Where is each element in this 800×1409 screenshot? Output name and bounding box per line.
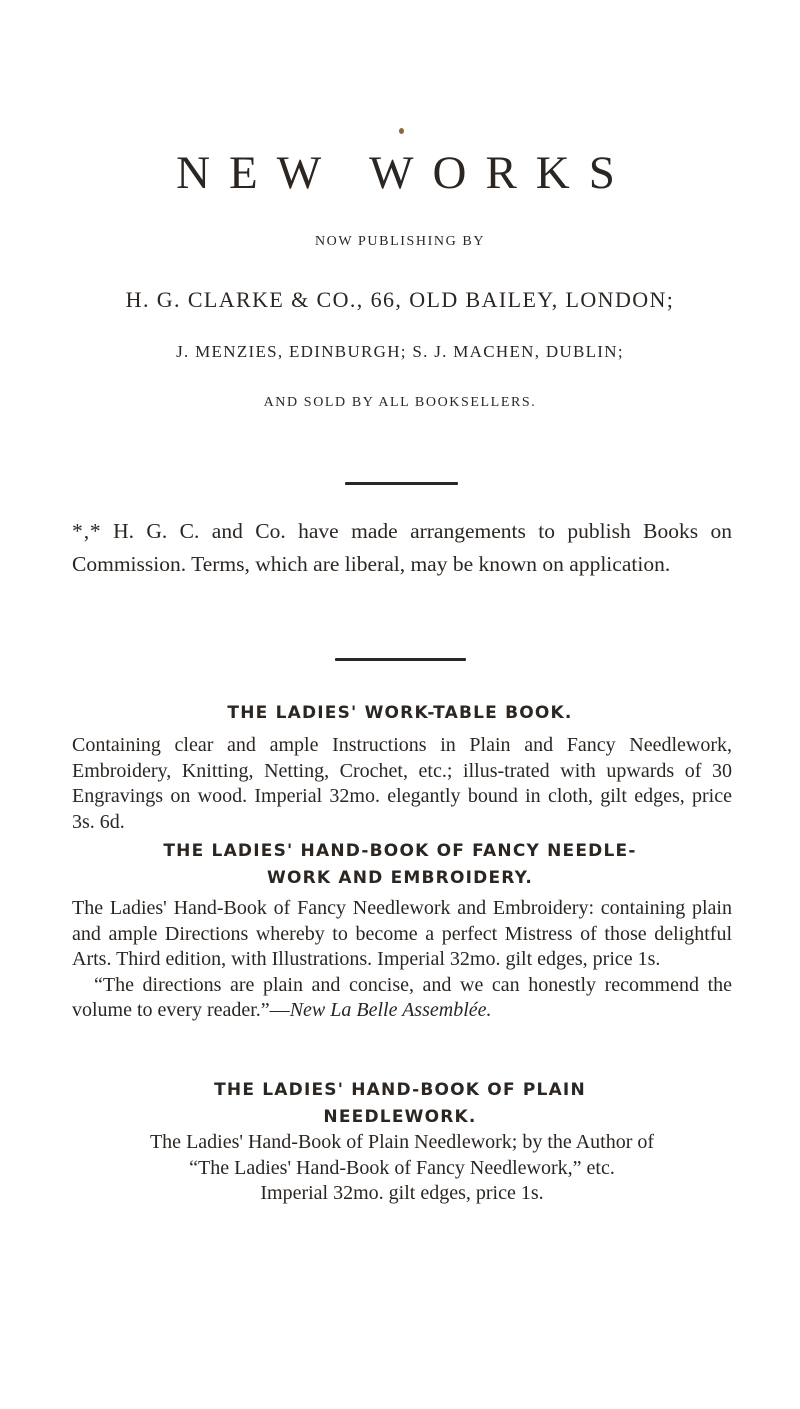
- book-title: [0, 838, 800, 892]
- ornament-dot: [399, 128, 404, 134]
- book-title-line: THE LADIES' HAND-BOOK OF FANCY NEEDLE-: [163, 841, 637, 861]
- publisher-main: H. G. CLARKE & CO., 66, OLD BAILEY, LONDON;: [125, 287, 675, 312]
- divider-rule: [345, 482, 458, 485]
- page-title: NEW WORKS: [176, 147, 634, 199]
- publisher-others: J. MENZIES, EDINBURGH; S. J. MACHEN, DUBLIN;: [176, 342, 624, 361]
- divider-rule: [335, 658, 466, 661]
- book-title: THE LADIES' WORK-TABLE BOOK.: [227, 703, 573, 723]
- book-description-line: Imperial 32mo. gilt edges, price 1s.: [260, 1182, 544, 1204]
- sold-by-line: AND SOLD BY ALL BOOKSELLERS.: [263, 395, 537, 410]
- book-description-line: The Ladies' Hand-Book of Plain Needlework; by the Author of: [149, 1131, 655, 1153]
- book-description: [72, 896, 732, 1024]
- book-title: [0, 1077, 800, 1131]
- book-description: Containing clear and ample Instructions in Plain and Fancy Needlework, Embroidery, Knitting, Netting, Crochet, etc.; illus-trated with upwards of 30 Engravings on wood. Imperial 32mo. elegantly bound in cloth, gilt edges, price 3s. 6d.: [72, 734, 732, 833]
- book-description-line: “The Ladies' Hand-Book of Fancy Needlework,” etc.: [189, 1156, 615, 1179]
- book-title-line: NEEDLEWORK.: [323, 1107, 477, 1127]
- commission-notice: *‚* H. G. C. and Co. have made arrangements to publish Books on Commission. Terms, which are liberal, may be known on application.: [72, 519, 732, 576]
- book-review-quote: [72, 973, 732, 1024]
- quote-text: “The directions are plain and concise, and we can honestly recommend the volume to every reader.”—: [72, 973, 732, 1021]
- publishing-by-line: NOW PUBLISHING BY: [314, 234, 486, 249]
- book-description: [70, 1130, 734, 1207]
- book-title-line: THE LADIES' HAND-BOOK OF PLAIN: [214, 1080, 586, 1100]
- book-title-line: WORK AND EMBROIDERY.: [267, 868, 533, 888]
- book-description-text: The Ladies' Hand-Book of Fancy Needlework and Embroidery: containing plain and ample Directions whereby to become a perfect Mistress of those delightful Arts. Third edition, with Illustrations. Imperial 32mo. gilt edges, price 1s.: [72, 897, 732, 970]
- quote-source: New La Belle Assemblée.: [289, 999, 492, 1021]
